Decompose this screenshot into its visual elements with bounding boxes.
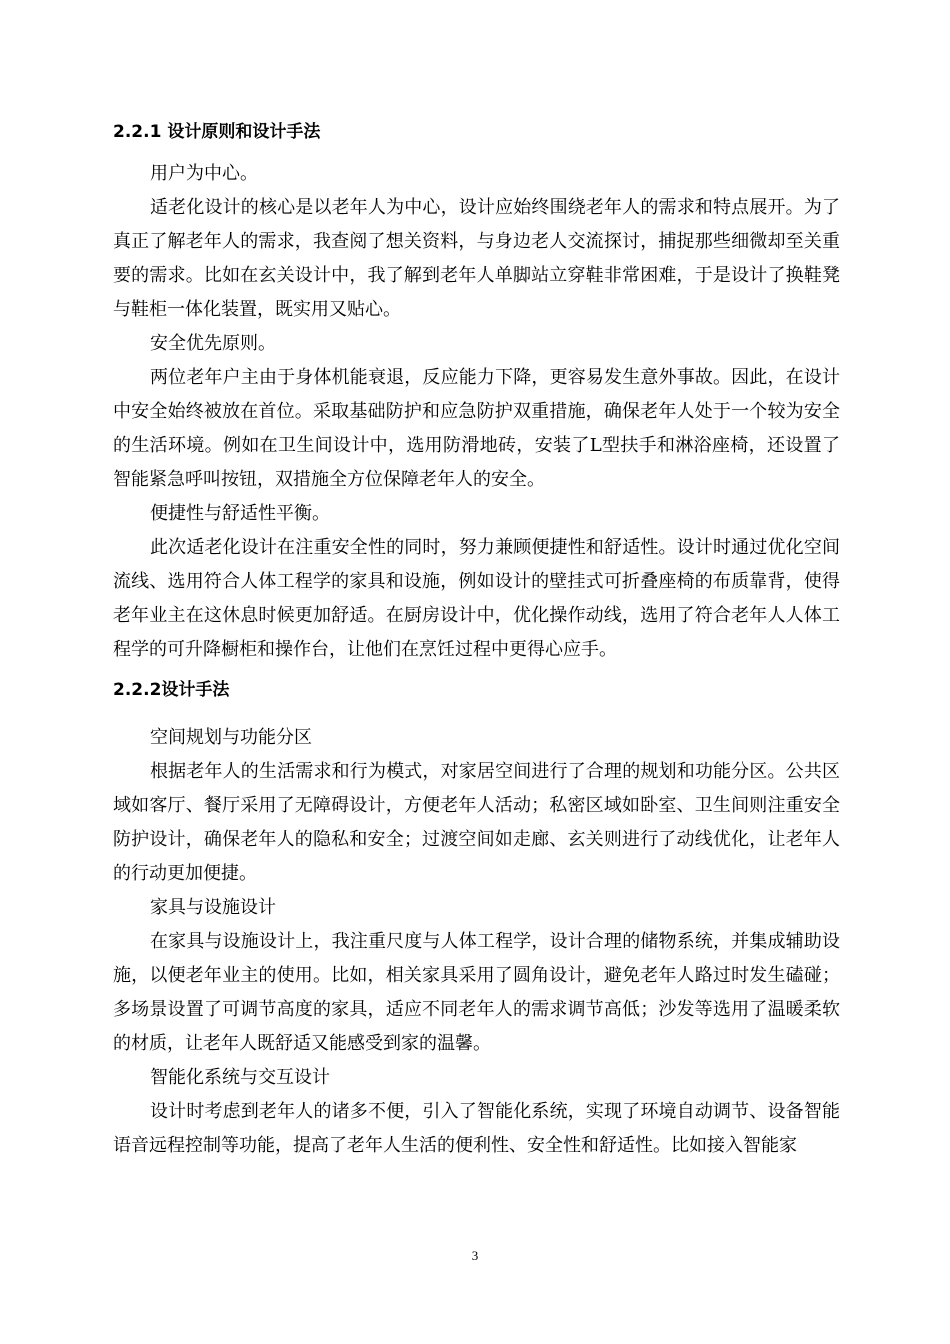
subheading-convenience-comfort: 便捷性与舒适性平衡。: [150, 503, 330, 524]
page-number: 3: [471, 1248, 479, 1263]
paragraph-space-planning: 根据老年人的生活需求和行为模式，对家居空间进行了合理的规划和功能分区。公共区域如客厅、餐厅采用了无障碍设计，方便老年人活动；私密区域如卧室、卫生间则注重安全防护设计，确保老年人的隐私和安全；过渡空间如走廊、玄关则进行了动线优化，让老年人的行动更加便捷。: [113, 761, 840, 884]
subheading-user-centered: 用户为中心。: [150, 163, 258, 184]
section-heading-2-2-2: 2.2.2设计手法: [113, 680, 230, 700]
subheading-safety-first: 安全优先原则。: [150, 333, 276, 354]
paragraph-user-centered: 适老化设计的核心是以老年人为中心，设计应始终围绕老年人的需求和特点展开。为了真正了解老年人的需求，我查阅了想关资料，与身边老人交流探讨，捕捉那些细微却至关重要的需求。比如在玄关设计中，我了解到老年人单脚站立穿鞋非常困难，于是设计了换鞋凳与鞋柜一体化装置，既实用又贴心。: [113, 197, 840, 320]
subheading-space-planning: 空间规划与功能分区: [150, 727, 312, 748]
paragraph-furniture-facilities: 在家具与设施设计上，我注重尺度与人体工程学，设计合理的储物系统，并集成辅助设施，以便老年业主的使用。比如，相关家具采用了圆角设计，避免老年人路过时发生磕碰；多场景设置了可调节高度的家具，适应不同老年人的需求调节高低；沙发等选用了温暖柔软的材质，让老年人既舒适又能感受到家的温馨。: [113, 931, 840, 1054]
paragraph-convenience-comfort: 此次适老化设计在注重安全性的同时，努力兼顾便捷性和舒适性。设计时通过优化空间流线、选用符合人体工程学的家具和设施，例如设计的壁挂式可折叠座椅的布质靠背，使得老年业主在这休息时候更加舒适。在厨房设计中，优化操作动线，选用了符合老年人人体工程学的可升降橱柜和操作台，让他们在烹饪过程中更得心应手。: [113, 537, 840, 660]
section-heading-2-2-1: 2.2.1 设计原则和设计手法: [113, 122, 321, 142]
subheading-furniture-facilities: 家具与设施设计: [150, 897, 276, 918]
subheading-smart-system: 智能化系统与交互设计: [150, 1067, 330, 1088]
paragraph-safety-first: 两位老年户主由于身体机能衰退，反应能力下降，更容易发生意外事故。因此，在设计中安全始终被放在首位。采取基础防护和应急防护双重措施，确保老年人处于一个较为安全的生活环境。例如在卫生间设计中，选用防滑地砖，安装了L型扶手和淋浴座椅，还设置了智能紧急呼叫按钮，双措施全方位保障老年人的安全。: [113, 367, 840, 490]
page-content: [113, 115, 840, 1163]
paragraph-smart-system: 设计时考虑到老年人的诸多不便，引入了智能化系统，实现了环境自动调节、设备智能语音远程控制等功能，提高了老年人生活的便利性、安全性和舒适性。比如接入智能家: [113, 1101, 840, 1156]
